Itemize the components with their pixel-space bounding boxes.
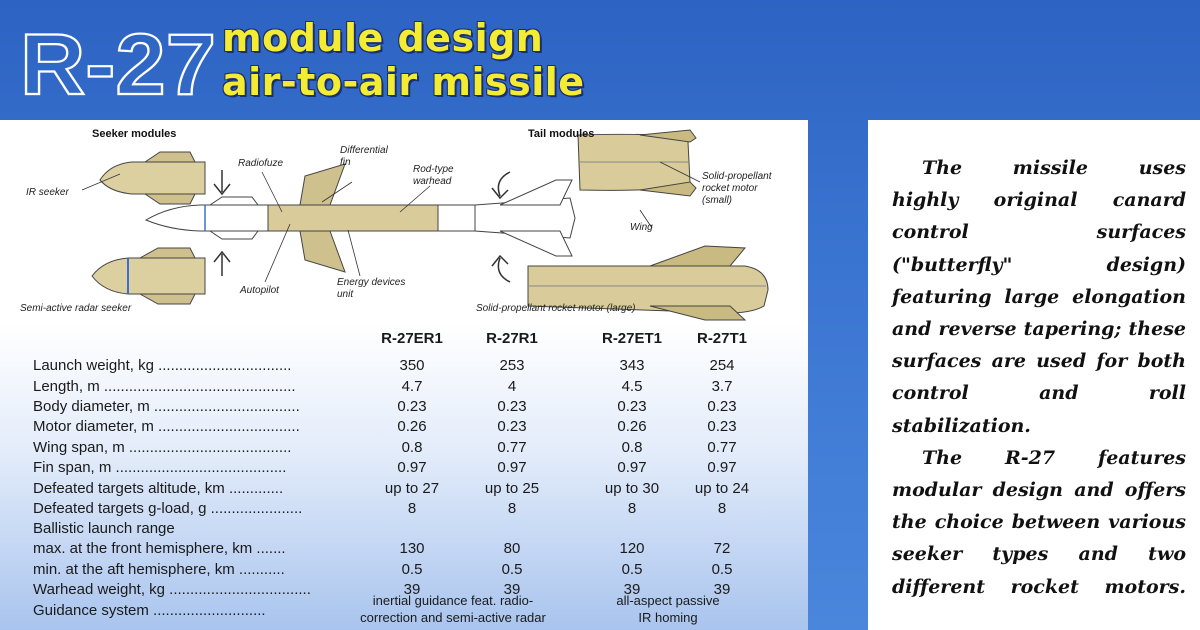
- label-small-motor-line3: (small): [702, 195, 732, 206]
- description-line: ("butterfly" design): [892, 253, 1186, 276]
- label-semi-active-radar: Semi-active radar seeker: [20, 303, 132, 314]
- label-radiofuze: Radiofuze: [238, 158, 284, 169]
- spec-cell: 0.23: [497, 418, 527, 435]
- description-line: The R-27 features: [922, 446, 1186, 469]
- guidance-note-radar-line2: correction and semi-active radar: [360, 610, 546, 625]
- spec-row: [0, 560, 808, 580]
- spec-cell: 0.5: [501, 561, 523, 578]
- spec-cell: 0.23: [497, 398, 527, 415]
- description-line: The missile uses: [922, 157, 1186, 179]
- label-rod-warhead-line1: Rod-type: [413, 164, 454, 175]
- spec-cell: 39: [403, 581, 421, 598]
- description-line: seeker types and two: [892, 543, 1186, 566]
- spec-cell: 39: [623, 581, 641, 598]
- spec-row-label: min. at the aft hemisphere, km ...........: [33, 561, 285, 578]
- spec-row-label: Motor diameter, m ..................................: [33, 418, 300, 435]
- spec-cell: 0.23: [617, 398, 647, 415]
- spec-row: [0, 397, 808, 417]
- label-ir-seeker: IR seeker: [26, 187, 69, 198]
- main-missile: [146, 164, 575, 272]
- spec-cell: 0.77: [497, 439, 527, 456]
- description-line: highly original canard: [892, 189, 1186, 212]
- spec-cell: 8: [507, 500, 517, 517]
- spec-cell: 3.7: [711, 378, 733, 395]
- spec-cell: 4.7: [401, 378, 423, 395]
- tail-modules-heading: Tail modules: [528, 128, 595, 140]
- label-wing: Wing: [630, 222, 653, 233]
- description-line: featuring large elongation: [892, 285, 1186, 308]
- spec-row: [0, 479, 808, 499]
- label-energy-devices-line2: unit: [337, 289, 354, 300]
- spec-cell: 0.26: [617, 418, 647, 435]
- spec-cell: 72: [713, 540, 731, 557]
- headline-line-2: air-to-air missile: [222, 60, 585, 104]
- spec-row: [0, 458, 808, 478]
- label-energy-devices-line1: Energy devices: [337, 277, 406, 288]
- spec-cell: 0.5: [401, 561, 423, 578]
- label-autopilot: Autopilot: [240, 285, 279, 296]
- spec-cell: 253: [499, 357, 525, 374]
- description-line: control surfaces: [892, 221, 1186, 244]
- spec-row: [0, 519, 808, 539]
- spec-row-label: Ballistic launch range: [33, 520, 175, 537]
- description-line: modular design and offers: [892, 479, 1186, 502]
- spec-cell: 8: [627, 500, 637, 517]
- spec-panel: [0, 120, 808, 630]
- spec-cell: 0.77: [707, 439, 737, 456]
- spec-row-label: Warhead weight, kg ..................................: [33, 581, 311, 598]
- label-rod-warhead: [413, 164, 454, 188]
- headline-line-1: module design: [222, 16, 544, 60]
- spec-cell: 0.23: [707, 418, 737, 435]
- spec-row: [0, 356, 808, 376]
- spec-cell: 0.5: [621, 561, 643, 578]
- label-differential-fin: [340, 145, 388, 169]
- spec-cell: 120: [619, 540, 645, 557]
- description-panel: [868, 120, 1200, 630]
- radar-seeker-module: [92, 248, 205, 304]
- logo-text: R-27: [20, 20, 217, 106]
- spec-row: [0, 377, 808, 397]
- description-line: and reverse tapering; these: [892, 318, 1186, 341]
- label-small-motor: [702, 171, 772, 207]
- label-differential-fin-line2: fin: [340, 157, 351, 168]
- column-header-r27et1: R-27ET1: [601, 330, 663, 347]
- spec-row-label: Fin span, m .........................................: [33, 459, 287, 476]
- spec-cell: 80: [503, 540, 521, 557]
- spec-row-label: Length, m ..............................................: [33, 378, 296, 395]
- spec-cell: 0.97: [707, 459, 737, 476]
- seeker-modules-heading: Seeker modules: [92, 128, 177, 140]
- ir-seeker-module: [100, 152, 205, 204]
- missile-diagram: [0, 120, 808, 330]
- spec-cell: 0.23: [707, 398, 737, 415]
- label-energy-devices: [337, 277, 405, 301]
- label-rod-warhead-line2: warhead: [413, 176, 452, 187]
- spec-row-label: Defeated targets altitude, km .............: [33, 480, 284, 497]
- description-line: the choice between various: [892, 511, 1186, 534]
- spec-row: [0, 499, 808, 519]
- spec-cell: 4.5: [621, 378, 643, 395]
- small-motor-module: [578, 130, 696, 196]
- spec-row: [0, 539, 808, 559]
- spec-row-label: Body diameter, m ...................................: [33, 398, 300, 415]
- spec-cell: up to 27: [384, 480, 440, 497]
- spec-row-label: Wing span, m .......................................: [33, 439, 292, 456]
- spec-cell: 0.8: [401, 439, 423, 456]
- spec-cell: 350: [399, 357, 425, 374]
- spec-row: [0, 438, 808, 458]
- spec-row-label: Guidance system ...........................: [33, 602, 266, 619]
- label-small-motor-line2: rocket motor: [702, 183, 758, 194]
- description-line: surfaces are used for both: [892, 350, 1186, 373]
- guidance-note-ir-line2: IR homing: [638, 610, 698, 625]
- spec-cell: 0.5: [711, 561, 733, 578]
- spec-cell: 8: [407, 500, 417, 517]
- spec-table: [0, 326, 808, 630]
- spec-cell: 0.97: [497, 459, 527, 476]
- r27-logo: [16, 20, 221, 106]
- description-line: control and roll: [892, 382, 1186, 405]
- label-small-motor-line1: Solid-propellant: [702, 171, 772, 182]
- column-header-r27t1: R-27T1: [696, 330, 748, 347]
- spec-cell: up to 24: [694, 480, 750, 497]
- description-line: different rocket motors.: [892, 575, 1186, 598]
- spec-cell: 0.23: [397, 398, 427, 415]
- spec-row-label: Defeated targets g-load, g ......................: [33, 500, 303, 517]
- spec-cell: 0.97: [397, 459, 427, 476]
- spec-cell: 8: [717, 500, 727, 517]
- spec-cell: 254: [709, 357, 735, 374]
- headline: [222, 16, 585, 104]
- spec-row: [0, 417, 808, 437]
- spec-cell: 0.26: [397, 418, 427, 435]
- spec-cell: up to 30: [604, 480, 660, 497]
- spec-cell: 4: [507, 378, 517, 395]
- guidance-note-ir: [616, 592, 719, 626]
- label-large-motor: Solid-propellant rocket motor (large): [476, 303, 636, 314]
- spec-cell: up to 25: [484, 480, 540, 497]
- spec-cell: 0.8: [621, 439, 643, 456]
- guidance-note-radar-line1: inertial guidance feat. radio-: [372, 593, 534, 608]
- spec-row-label: Launch weight, kg ................................: [33, 357, 292, 374]
- spec-cell: 130: [399, 540, 425, 557]
- guidance-note-radar: [360, 592, 546, 626]
- spec-cell: 39: [713, 581, 731, 598]
- column-header-r27er1: R-27ER1: [381, 330, 443, 347]
- spec-cell: 343: [619, 357, 645, 374]
- guidance-note-ir-line1: all-aspect passive: [616, 593, 720, 608]
- label-differential-fin-line1: Differential: [340, 145, 388, 156]
- column-header-r27r1: R-27R1: [486, 330, 538, 347]
- description-line: stabilization.: [892, 414, 1031, 437]
- spec-cell: 0.97: [617, 459, 647, 476]
- description-text: [892, 152, 1186, 603]
- spec-row-label: max. at the front hemisphere, km .......: [33, 540, 286, 557]
- spec-cell: 39: [503, 581, 521, 598]
